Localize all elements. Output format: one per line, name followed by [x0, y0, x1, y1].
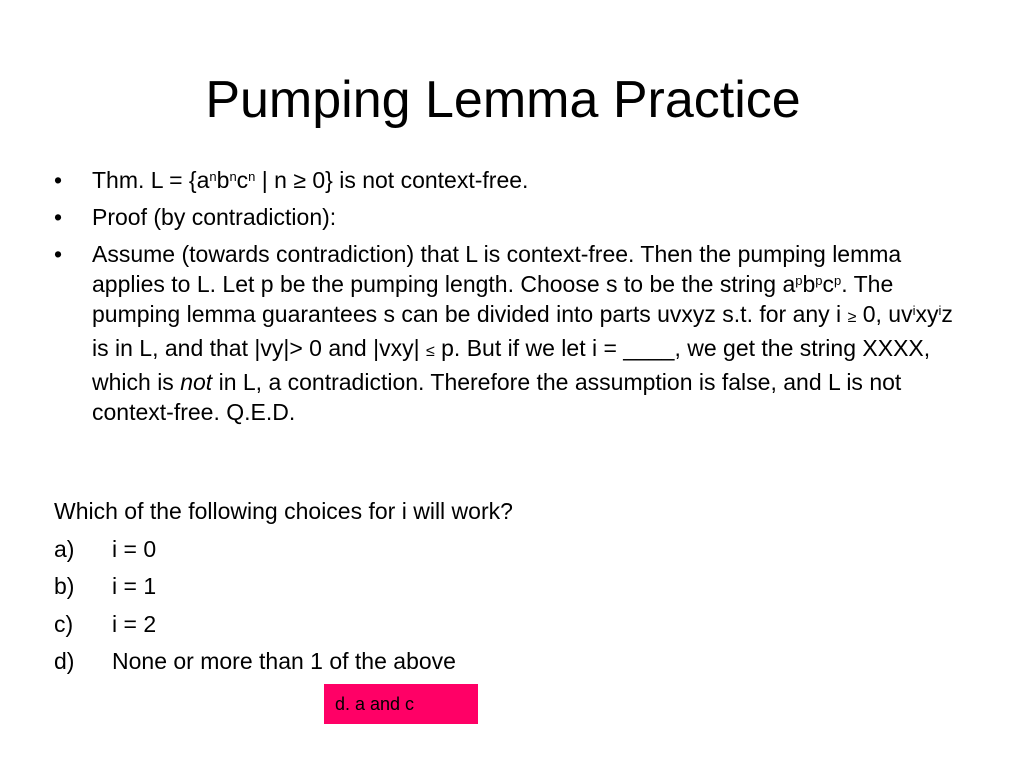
choice-item — [54, 606, 964, 644]
choice-letter: a) — [54, 535, 75, 562]
bullet-icon: • — [54, 204, 63, 230]
choice-item — [54, 643, 964, 681]
choice-list — [54, 531, 964, 681]
bullet-list — [54, 165, 964, 434]
choice-text: i = 2 — [112, 610, 157, 637]
slide-title: Pumping Lemma Practice — [205, 71, 801, 129]
proof-text: Proof (by contradiction): — [92, 204, 337, 230]
choice-letter: d) — [54, 648, 75, 674]
choice-item — [54, 531, 964, 569]
bullet-proof — [54, 202, 964, 232]
bullet-icon: • — [54, 167, 63, 193]
bullet-assume — [54, 239, 964, 427]
answer-box: d. a and c — [324, 684, 478, 724]
choice-item — [54, 568, 964, 606]
choice-text: i = 1 — [112, 573, 157, 599]
choice-text: None or more than 1 of the above — [112, 648, 456, 674]
theorem-text: Thm. $L = \{a^nb^nc^n$ | n ≥ 0} is not context-free. — [92, 167, 529, 193]
assume-text: Assume (towards contradiction) that L is context-free. Then the pumping lemma applies to L. Let p be the pumping length. Choose s to be the string $a^pb^pc^p$. The pumping lemma guarantees s can be divided into parts uvxyz s.t. for any i ≥ 0, $uv^ixy^iz$ is in L, and that |vy|> 0 and |vxy| ≤ p. But if we let i = ____, we get the string XXXX, which is not in L, a contradiction. Therefore the assumption is false, and L is not context-free. Q.E.D. — [92, 241, 953, 425]
question-text: Which of the following choices for i will work? — [54, 498, 513, 524]
choice-text: i = 0 — [112, 535, 157, 562]
bullet-icon: • — [54, 241, 63, 267]
question-block — [54, 493, 964, 681]
choice-letter: c) — [54, 610, 74, 637]
choice-letter: b) — [54, 573, 75, 599]
bullet-theorem — [54, 165, 964, 195]
